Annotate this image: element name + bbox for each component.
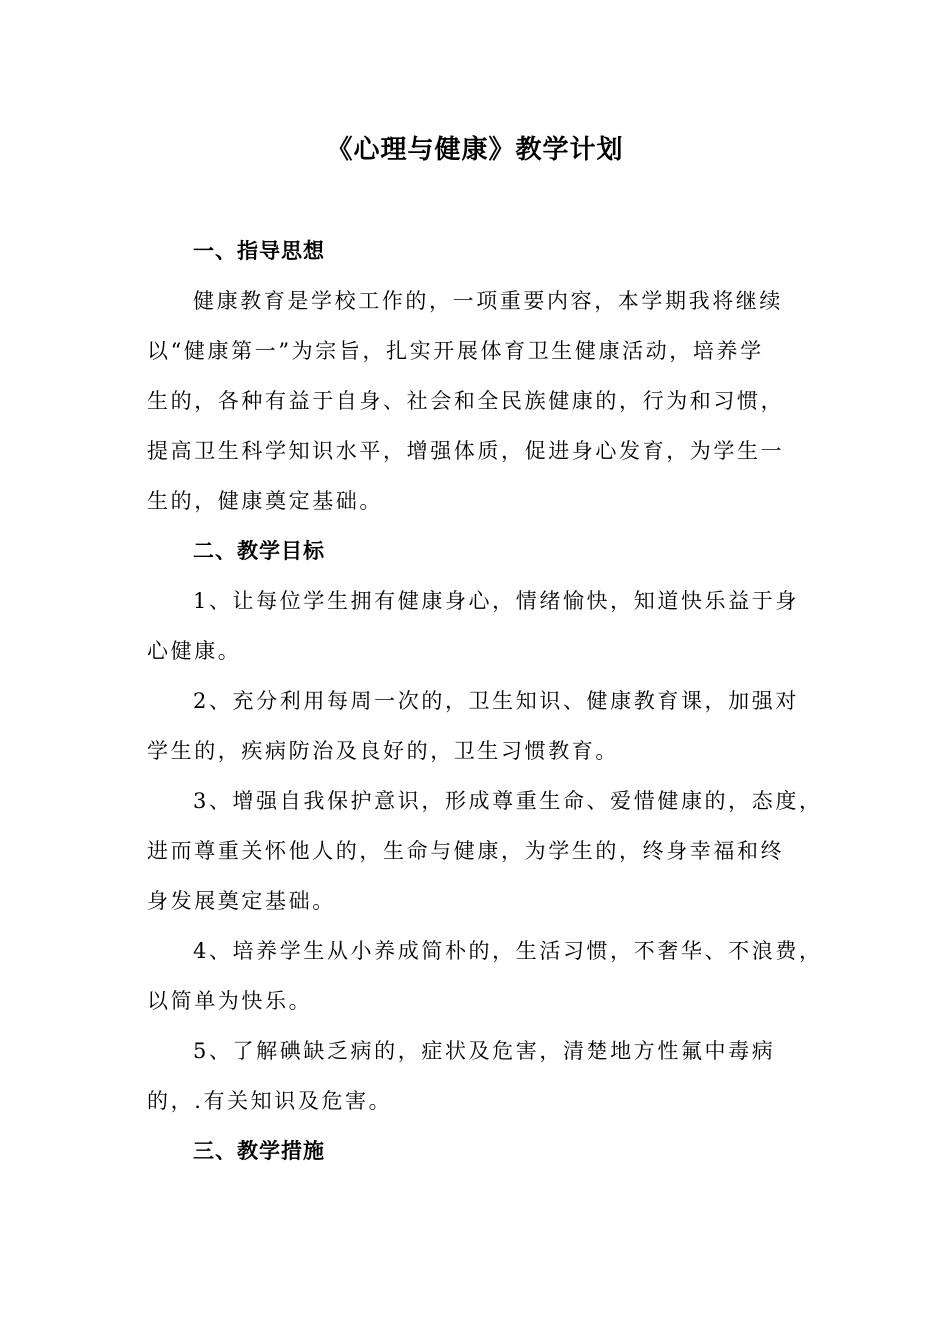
paragraph-line: 提高卫生科学知识水平，增强体质，促进身心发育，为学生一 [147, 439, 785, 463]
paragraph-line: 身发展奠定基础。 [147, 889, 336, 913]
paragraph-line: 健康教育是学校工作的，一项重要内容，本学期我将继续 [193, 289, 783, 313]
paragraph-line: 3、增强自我保护意识，形成尊重生命、爱惜健康的，态度， [193, 789, 823, 813]
paragraph-line: 5、了解碘缺乏病的，症状及危害，清楚地方性氟中毒病 [193, 1039, 776, 1063]
paragraph-line: 生的，各种有益于自身、社会和全民族健康的，行为和习惯， [147, 389, 785, 413]
paragraph-line: 2、充分利用每周一次的，卫生知识、健康教育课，加强对 [193, 689, 799, 713]
paragraph-line: 的，.有关知识及危害。 [147, 1089, 393, 1113]
section-heading-teaching-measures: 三、教学措施 [193, 1138, 325, 1163]
paragraph-line: 进而尊重关怀他人的，生命与健康，为学生的，终身幸福和终 [147, 839, 785, 863]
paragraph-line: 1、让每位学生拥有健康身心，情绪愉快，知道快乐益于身 [193, 589, 799, 613]
paragraph-line: 生的，健康奠定基础。 [147, 489, 383, 513]
section-heading-teaching-goals: 二、教学目标 [193, 538, 325, 563]
paragraph-line: 4、培养学生从小养成简朴的，生活习惯，不奢华、不浪费， [193, 939, 823, 963]
paragraph-line: 以“健康第一”为宗旨，扎实开展体育卫生健康活动，培养学 [147, 339, 764, 363]
paragraph-line: 学生的，疾病防治及良好的，卫生习惯教育。 [147, 739, 619, 763]
paragraph-line: 心健康。 [147, 639, 242, 663]
document-title: 《心理与健康》教学计划 [326, 135, 624, 165]
section-heading-guiding-ideology: 一、指导思想 [193, 238, 325, 263]
paragraph-line: 以简单为快乐。 [147, 989, 313, 1013]
